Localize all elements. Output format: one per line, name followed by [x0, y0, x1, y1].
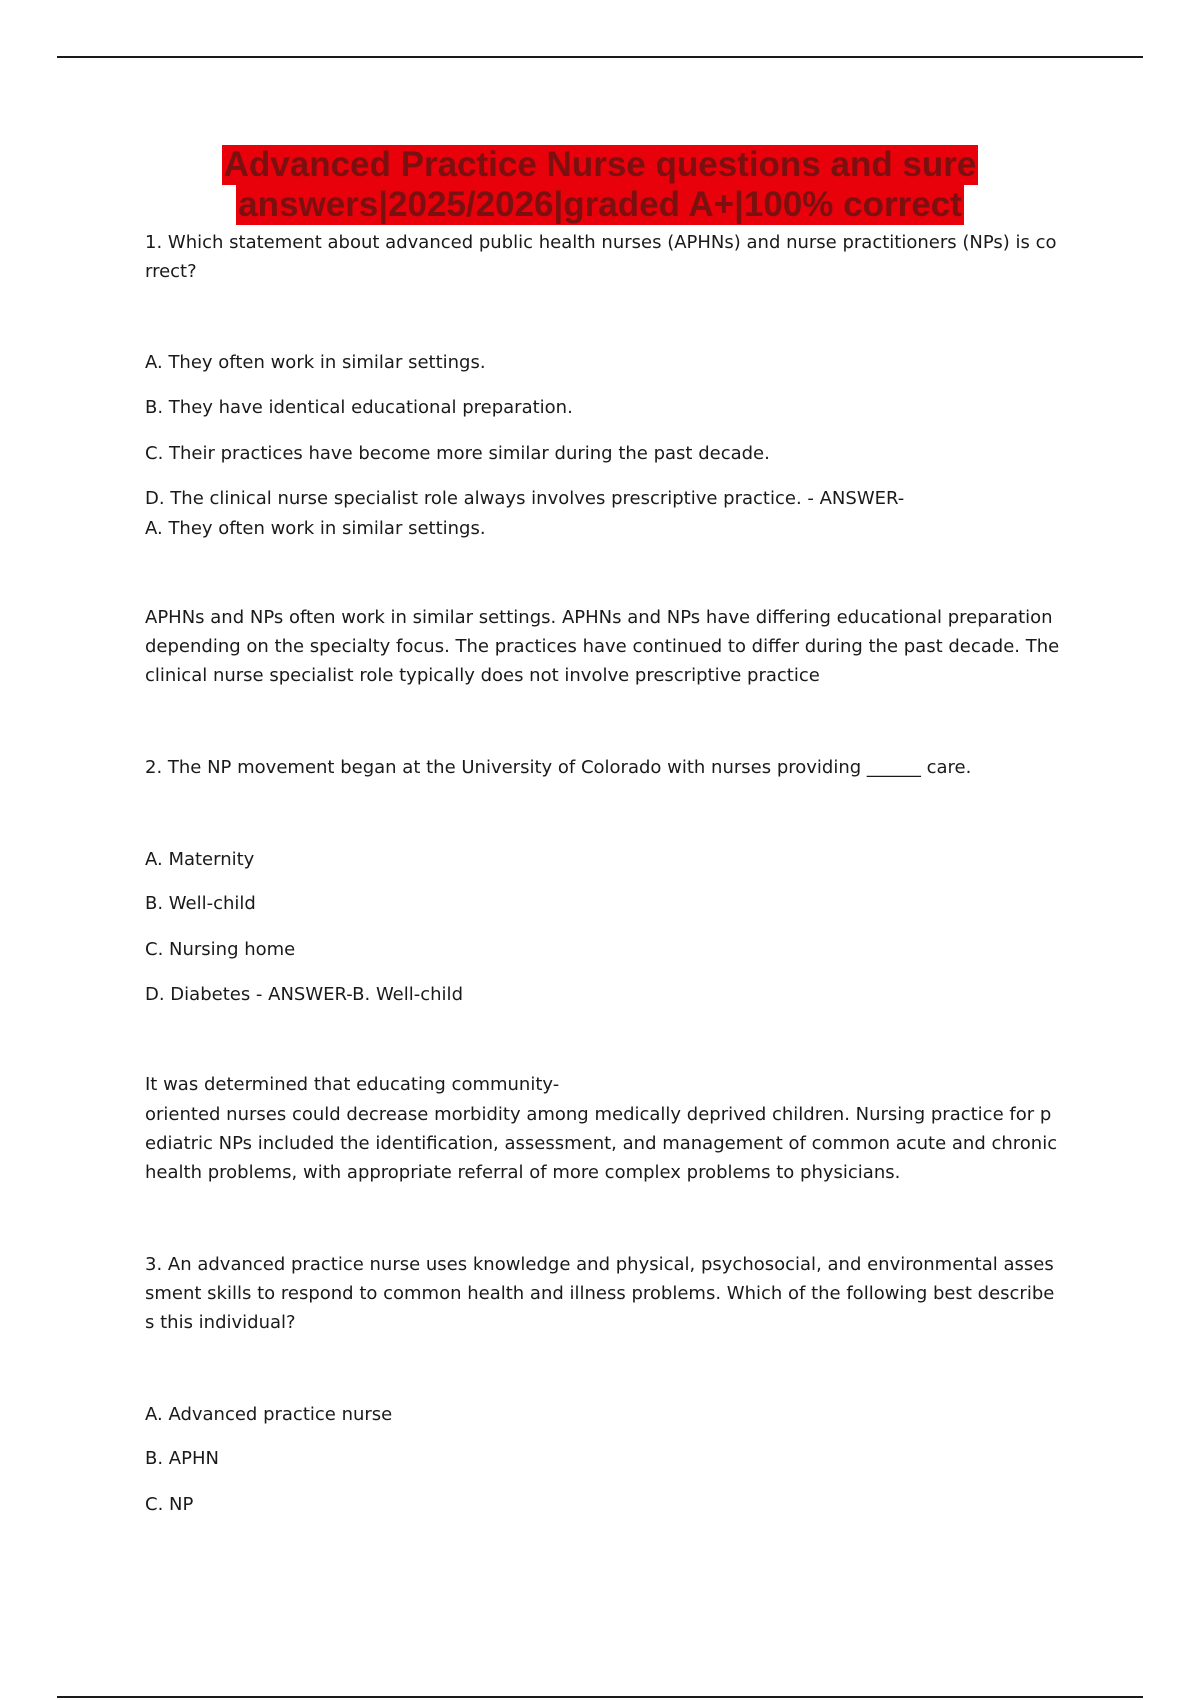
question-2-option-a: A. Maternity — [145, 849, 255, 870]
question-2-option-b: B. Well-child — [145, 893, 256, 914]
question-3-option-c: C. NP — [145, 1494, 194, 1515]
question-1-explanation: APHNs and NPs often work in similar settings. APHNs and NPs have differing educational preparation depending on the specialty focus. The practices have continued to differ during the past decade. The clinical nurse specialist role typically does not involve prescriptive practice — [145, 607, 1060, 686]
question-3-stem: 3. An advanced practice nurse uses knowledge and physical, psychosocial, and environmental assessment skills to respond to common health and illness problems. Which of the following best describes this individual? — [145, 1254, 1055, 1333]
document-title — [0, 145, 1200, 225]
question-1-option-c: C. Their practices have become more similar during the past decade. — [145, 443, 770, 464]
question-1-answer: A. They often work in similar settings. — [145, 518, 486, 539]
question-2-option-d-answer: D. Diabetes - ANSWER-B. Well-child — [145, 984, 463, 1005]
question-2-option-c: C. Nursing home — [145, 939, 296, 960]
question-1-option-a: A. They often work in similar settings. — [145, 352, 486, 373]
question-2-explanation: oriented nurses could decrease morbidity among medically deprived children. Nursing practice for pediatric NPs included the identification, assessment, and management of common acute and chronic health problems, with appropriate referral of more complex problems to physicians. — [145, 1104, 1058, 1183]
question-2-stem: 2. The NP movement began at the University of Colorado with nurses providing ______ care. — [145, 757, 972, 778]
title-line-1: Advanced Practice Nurse questions and sure — [223, 145, 977, 184]
question-1-option-b: B. They have identical educational preparation. — [145, 397, 573, 418]
question-3-option-b: B. APHN — [145, 1448, 219, 1469]
question-1-option-d: D. The clinical nurse specialist role always involves prescriptive practice. - ANSWER- — [145, 488, 905, 509]
question-2-explanation-line-1: It was determined that educating community- — [145, 1074, 560, 1095]
title-line-2: answers|2025/2026|graded A+|100% correct — [238, 185, 962, 224]
question-1-stem: 1. Which statement about advanced public health nurses (APHNs) and nurse practitioners (NPs) is correct? — [145, 232, 1057, 282]
footer-rule — [57, 1696, 1143, 1698]
question-3-option-a: A. Advanced practice nurse — [145, 1404, 393, 1425]
header-rule — [57, 56, 1143, 58]
